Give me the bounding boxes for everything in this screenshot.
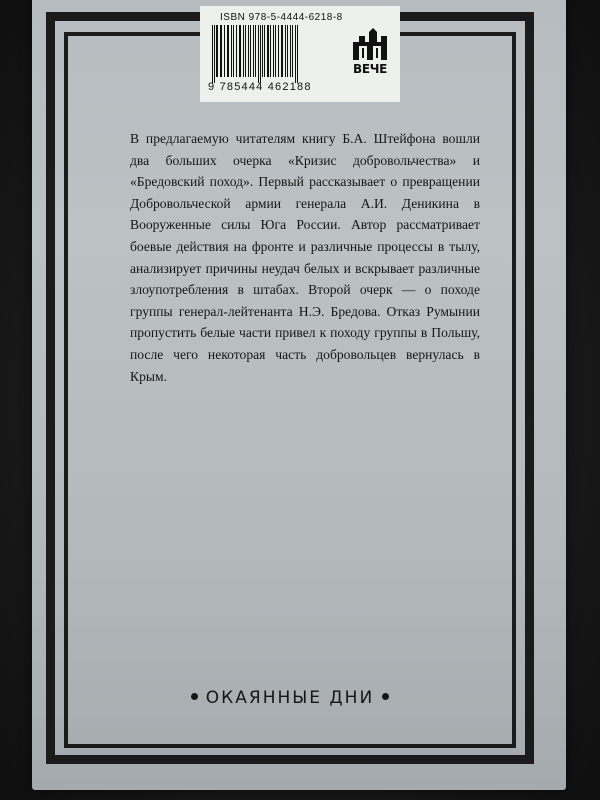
dot-bullet-icon xyxy=(382,693,389,700)
barcode-bar xyxy=(248,25,249,77)
barcode-bar xyxy=(258,25,259,83)
barcode-icon xyxy=(208,25,338,83)
barcode-bar xyxy=(278,25,279,77)
barcode-bar xyxy=(231,25,232,77)
barcode-bar xyxy=(287,25,288,77)
castle-tower-icon xyxy=(345,24,395,64)
barcode-bar xyxy=(236,25,237,77)
barcode-bar xyxy=(239,25,241,77)
barcode-bar xyxy=(243,25,244,77)
barcode-bar xyxy=(295,25,296,83)
publisher-logo xyxy=(345,24,395,82)
barcode-bar xyxy=(245,25,246,77)
series-title: ОКАЯННЫЕ ДНИ xyxy=(205,688,375,708)
barcode-bar xyxy=(267,25,269,77)
barcode-digits: 9 785444 462188 xyxy=(208,81,312,93)
barcode-bar xyxy=(264,25,265,77)
barcode-bar xyxy=(273,25,274,77)
barcode-bar xyxy=(281,25,283,77)
series-title-line xyxy=(70,688,510,708)
publisher-logo-text: ВЕЧЕ xyxy=(352,62,388,76)
isbn-label: ISBN 978-5-4444-6218-8 xyxy=(220,12,343,23)
barcode-bar xyxy=(227,25,229,77)
barcode-bar xyxy=(260,25,261,83)
barcode-bar xyxy=(216,25,218,77)
barcode-bar xyxy=(253,25,254,77)
barcode-bar xyxy=(292,25,293,77)
barcode-bar xyxy=(224,25,225,77)
barcode-bar xyxy=(290,25,291,77)
barcode-bar xyxy=(250,25,251,77)
barcode-bar xyxy=(214,25,215,83)
description-paragraph: В предлагаемую читателям книгу Б.А. Штейфона вошли два больших очерка «Кризис добровольчества» и «Бредовский поход». Первый рассказывает о превращении Добровольческой армии генерала А.И. Деникина в Вооруженные силы Юга России. Автор рассматривает боевые действия на фронте и различные процессы в тылу, анализирует причины неудач белых и вскрывает различные злоупотребления в штабах. Второй очерк — о походе группы генерал-лейтенанта Н.Э. Бредова. Отказ Румынии пропустить белые части привел к походу группы в Польшу, после чего некоторая часть добровольцев вернулась в Крым. xyxy=(130,131,480,384)
barcode-bar xyxy=(285,25,286,77)
barcode-bar xyxy=(255,25,256,77)
barcode-bar xyxy=(233,25,234,77)
dot-bullet-icon xyxy=(191,693,198,700)
barcode-bar xyxy=(262,25,263,77)
barcode-bar xyxy=(297,25,298,83)
barcode-bar xyxy=(212,25,213,83)
book-description xyxy=(130,128,480,387)
barcode-bar xyxy=(275,25,276,77)
barcode-bar xyxy=(220,25,222,77)
barcode-bar xyxy=(270,25,271,77)
